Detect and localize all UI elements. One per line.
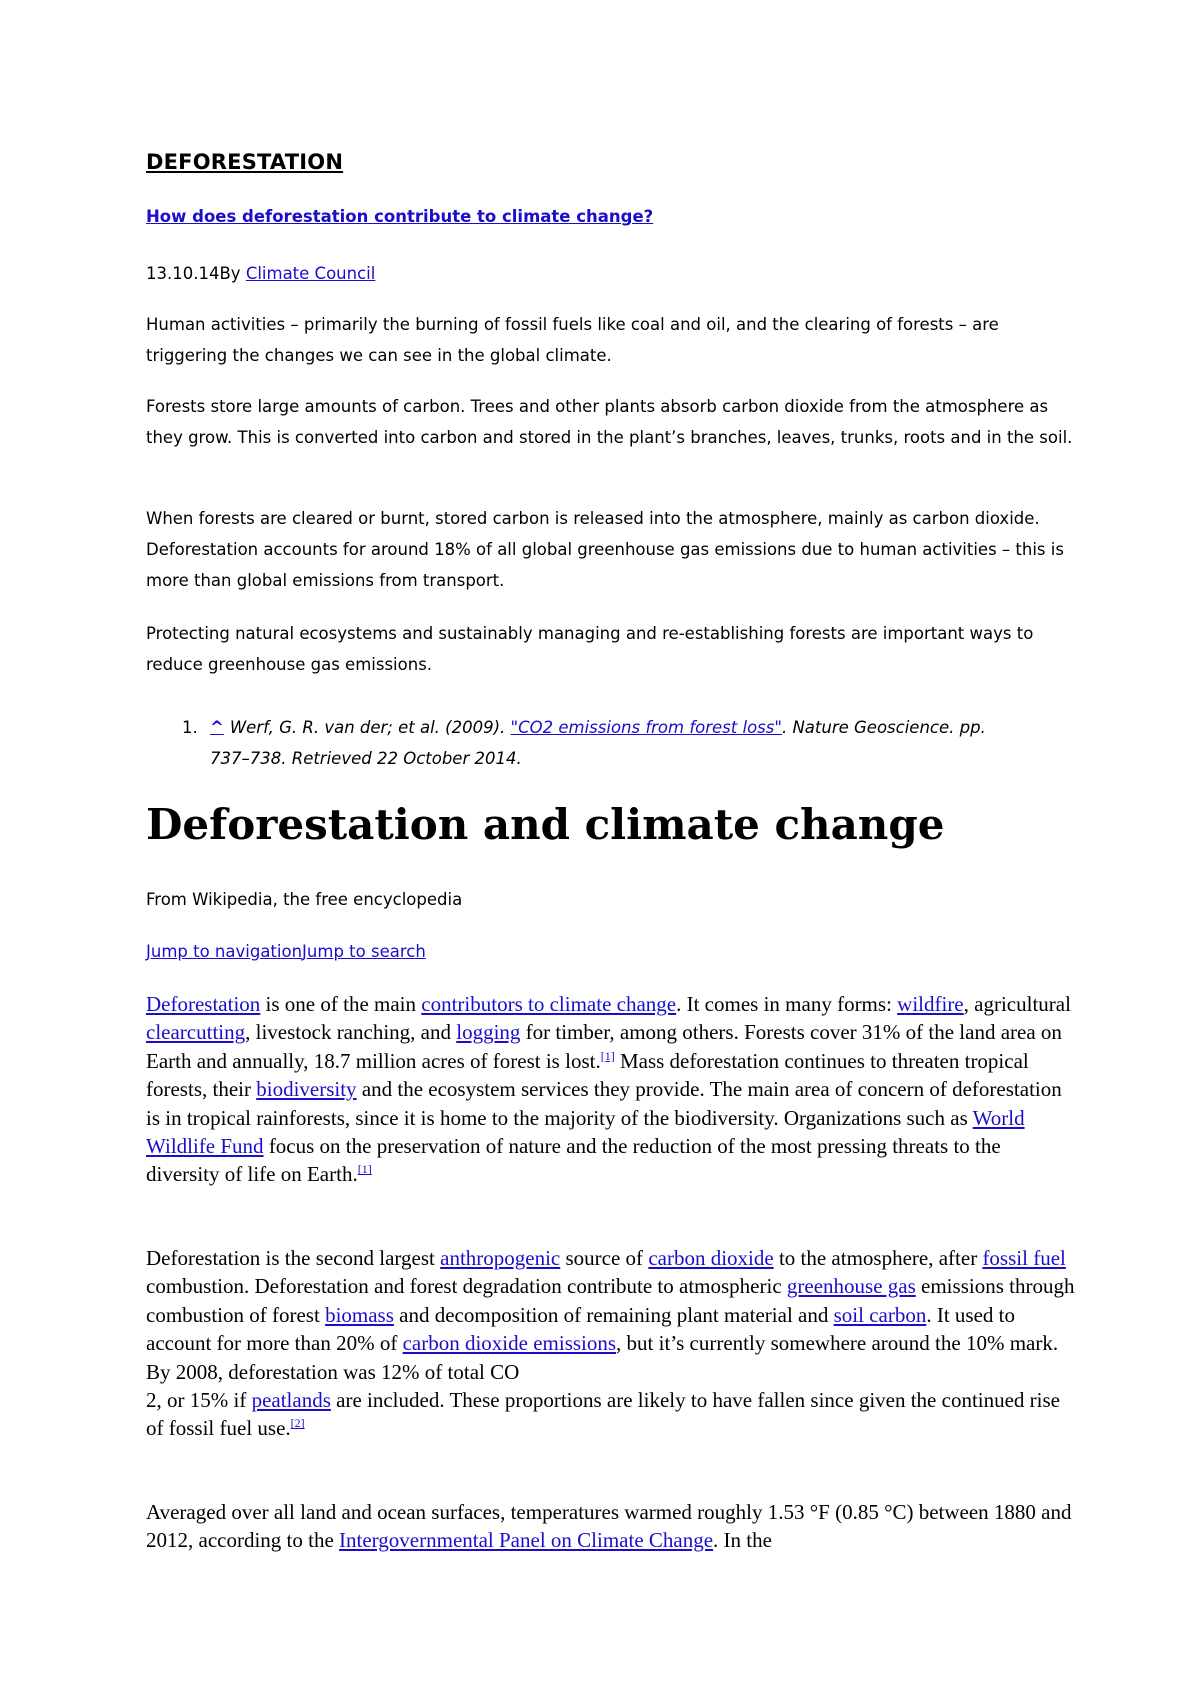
text-run: 2, or 15% if	[146, 1388, 252, 1413]
paragraph-2-text: Forests store large amounts of carbon. Trees and other plants absorb carbon dioxide from the atmosphere as they grow. This is converted into carbon and stored in the plant’s branches, leaves, trunks, roots and in the soil.	[146, 397, 1073, 447]
wiki-link[interactable]: clearcutting	[146, 1020, 246, 1045]
text-run: , but it’s currently somewhere around the 10% mark. By 2008, deforestation was 12% of total CO	[146, 1331, 1059, 1384]
text-run: . It comes in many forms:	[676, 992, 898, 1016]
text-run: . It used to account for more than 20% of	[146, 1302, 1016, 1356]
wiki-link[interactable]: peatlands	[251, 1388, 331, 1413]
text-run: is one of the main	[260, 992, 422, 1016]
text-run: Deforestation is the second largest	[146, 1246, 441, 1270]
text-run: , livestock ranching, and	[245, 1020, 457, 1045]
article-paragraph-3	[146, 1498, 1076, 1555]
paragraph-4-text: Protecting natural ecosystems and sustainably managing and re-establishing forests are important ways to reduce greenhouse gas emissions.	[146, 624, 1034, 674]
wiki-link[interactable]: biodiversity	[256, 1077, 357, 1102]
text-run: for timber, among others. Forests cover 31% of the land area on Earth and annually, 18.7 million acres of forest is lost.	[146, 1020, 1062, 1073]
text-run: source of	[560, 1246, 649, 1270]
text-run: , agricultural	[963, 992, 1071, 1016]
wiki-link[interactable]: carbon dioxide	[648, 1246, 774, 1270]
reference-authors: Werf, G. R. van der; et al. (2009).	[229, 718, 511, 737]
wiki-link[interactable]: Deforestation	[146, 992, 261, 1016]
article-paragraph-3-text	[146, 1498, 1076, 1555]
citation-link[interactable]: [1]	[357, 1162, 372, 1177]
wiki-link[interactable]: fossil fuel	[982, 1246, 1066, 1270]
wiki-link[interactable]: greenhouse gas	[786, 1274, 916, 1299]
reference-item	[210, 712, 1010, 774]
wiki-link[interactable]: carbon dioxide emissions	[402, 1331, 617, 1356]
paragraph-2	[146, 391, 1076, 453]
text-run: Mass deforestation continues to threaten tropical forests, their	[146, 1048, 1029, 1102]
wiki-tagline: From Wikipedia, the free encyclopedia	[146, 890, 463, 909]
article-paragraph-1-text	[146, 990, 1076, 1189]
jump-to-search-link[interactable]: Jump to search	[302, 942, 426, 961]
author-link[interactable]: Climate Council	[245, 264, 376, 283]
paragraph-1	[146, 309, 1076, 371]
citation-link[interactable]: [1]	[600, 1048, 615, 1063]
text-run: focus on the preservation of nature and the reduction of the most pressing threats to the diversity of life on Earth.	[146, 1134, 1001, 1187]
jump-links	[146, 936, 426, 967]
wiki-heading: Deforestation and climate change	[146, 800, 945, 849]
question-link[interactable]: How does deforestation contribute to climate change?	[146, 207, 654, 226]
reference-number: 1.	[182, 718, 198, 737]
wiki-link[interactable]: anthropogenic	[440, 1246, 561, 1270]
wiki-link[interactable]: soil carbon	[833, 1302, 927, 1327]
document-title: DEFORESTATION	[146, 150, 344, 174]
backlink-caret[interactable]: ^	[210, 718, 224, 737]
text-run: to the atmosphere, after	[773, 1246, 983, 1270]
paragraph-3-text: When forests are cleared or burnt, stored carbon is released into the atmosphere, mainly as carbon dioxide. Deforestation accounts for around 18% of all global greenhouse gas emissions due to human activities – this is more than global emissions from transport.	[146, 509, 1064, 590]
wiki-link[interactable]: World Wildlife Fund	[146, 1105, 1025, 1159]
article-paragraph-2-text	[146, 1244, 1076, 1443]
text-run: emissions through combustion of forest	[146, 1274, 1075, 1327]
byline-date: 13.10.14By	[146, 264, 246, 283]
text-run: and the ecosystem services they provide. The main area of concern of deforestation is in tropical rainforests, since it is home to the majority of the biodiversity. Organizations such as	[146, 1077, 1062, 1130]
citation-link[interactable]: [2]	[290, 1416, 305, 1431]
paragraph-4	[146, 618, 1076, 680]
wiki-link[interactable]: Intergovernmental Panel on Climate Change	[339, 1528, 714, 1553]
wiki-link[interactable]: wildfire	[897, 992, 964, 1016]
text-run: and decomposition of remaining plant material and	[393, 1302, 834, 1327]
wiki-link[interactable]: contributors to climate change	[421, 992, 677, 1016]
paragraph-1-text: Human activities – primarily the burning of fossil fuels like coal and oil, and the clearing of forests – are triggering the changes we can see in the global climate.	[146, 315, 999, 365]
text-run: Averaged over all land and ocean surfaces, temperatures warmed roughly 1.53 °F (0.85 °C) between 1880 and 2012, according to the	[146, 1500, 1072, 1553]
article-paragraph-2	[146, 1244, 1076, 1443]
reference-rest: . Nature Geoscience. pp. 737–738. Retrieved 22 October 2014.	[210, 718, 986, 768]
text-run: . In the	[713, 1528, 772, 1553]
reference-link[interactable]: "CO2 emissions from forest loss"	[510, 718, 782, 737]
wiki-link[interactable]: logging	[456, 1020, 521, 1045]
text-run: are included. These proportions are likely to have fallen since given the continued rise of fossil fuel use.	[146, 1388, 1061, 1441]
paragraph-3	[146, 503, 1076, 596]
text-run: combustion. Deforestation and forest degradation contribute to atmospheric	[146, 1274, 787, 1299]
wiki-link[interactable]: biomass	[325, 1302, 394, 1327]
jump-to-navigation-link[interactable]: Jump to navigation	[146, 942, 303, 961]
byline	[146, 258, 375, 289]
article-paragraph-1	[146, 990, 1076, 1189]
